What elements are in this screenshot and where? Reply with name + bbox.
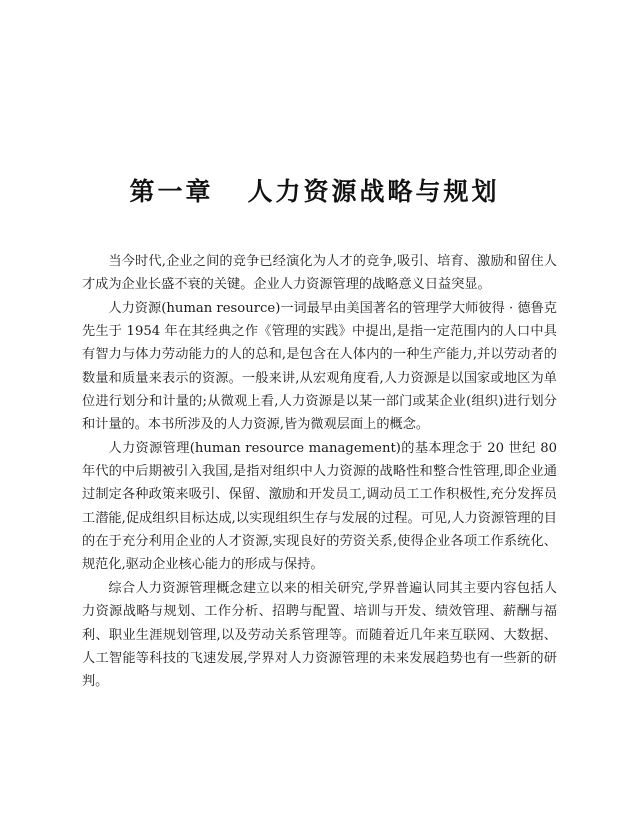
paragraph-hr-definition: 人力资源(human resource)一词最早由美国著名的管理学大师彼得 · 德鲁克先生于 1954 年在其经典之作《管理的实践》中提出,是指一定范围内的人口中具有智力与体力劳动能力的人的总和,是包含在人体内的一种生产能力,并以劳动者的数量和质量来表示的资源。一般来讲,从宏观角度看,人力资源是以国家或地区为单位进行划分和计量的;从微观上看,人力资源是以某一部门或某企业(组织)进行划分和计量的。本书所涉及的人力资源,皆为微观层面上的概念。 <box>82 300 557 433</box>
paragraph-intro: 当今时代,企业之间的竞争已经演化为人才的竞争,吸引、培育、激励和留住人才成为企业长盛不衰的关键。企业人力资源管理的战略意义日益突显。 <box>82 254 557 293</box>
paragraph-hrm-contents: 综合人力资源管理概念建立以来的相关研究,学界普遍认同其主要内容包括人力资源战略与规划、工作分析、招聘与配置、培训与开发、绩效管理、薪酬与福利、职业生涯规划管理,以及劳动关系管理等。而随着近几年来互联网、大数据、人工智能等科技的飞速发展,学界对人力资源管理的未来发展趋势也有一些新的研判。 <box>82 580 557 690</box>
paragraph-hrm-definition: 人力资源管理(human resource management)的基本理念于 20 世纪 80 年代的中后期被引入我国,是指对组织中人力资源的战略性和整合性管理,即企业通过制定各种政策来吸引、保留、激励和开发员工,调动员工工作积极性,充分发挥员工潜能,促成组织目标达成,以实现组织生存与发展的过程。可见,人力资源管理的目的在于充分利用企业的人才资源,实现良好的劳资关系,使得企业各项工作系统化、规范化,驱动企业核心能力的形成与保持。 <box>82 440 557 573</box>
chapter-body <box>82 250 557 694</box>
chapter-heading <box>0 174 629 210</box>
chapter-number: 第一章 <box>129 177 214 206</box>
chapter-title: 人力资源战略与规划 <box>247 177 500 206</box>
